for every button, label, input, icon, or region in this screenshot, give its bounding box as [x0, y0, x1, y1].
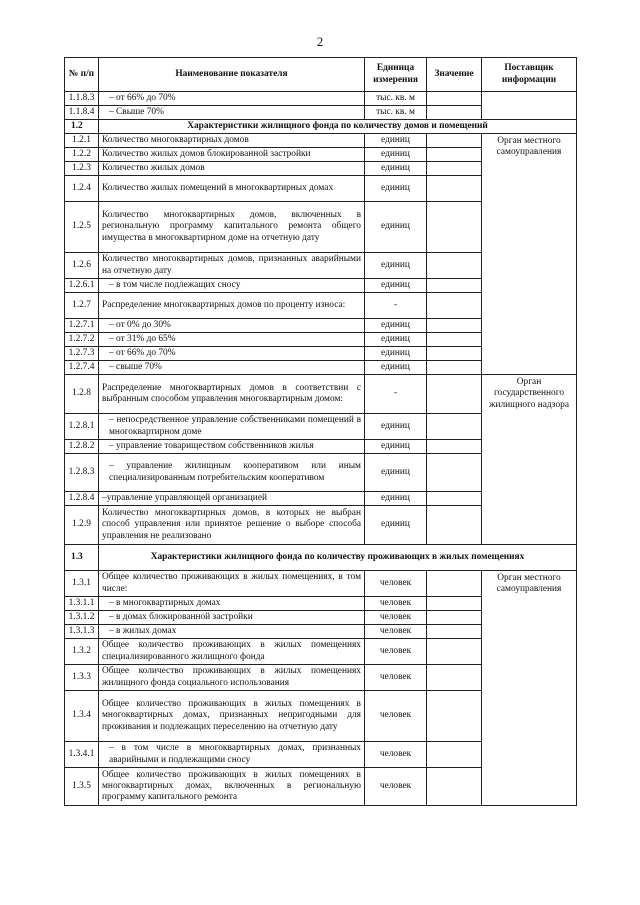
row-unit: человек	[365, 691, 427, 742]
row-value	[427, 506, 482, 545]
row-unit: единиц	[365, 202, 427, 253]
row-unit: единиц	[365, 279, 427, 293]
row-name: – от 31% до 65%	[99, 333, 365, 347]
row-name: –управление управляющей организацией	[99, 492, 365, 506]
header-row	[65, 58, 577, 92]
row-num: 1.3.1.2	[65, 611, 99, 625]
row-num: 1.2.7.1	[65, 319, 99, 333]
page-number: 2	[316, 34, 324, 49]
row-num: 1.3.4	[65, 691, 99, 742]
row-num: 1.1.8.3	[65, 92, 99, 106]
row-value	[427, 92, 482, 106]
row-name: Количество многоквартирных домов, включенных в региональную программу капитального ремонта общего имущества в многоквартирном доме на отчетную дату	[99, 202, 365, 253]
row-value	[427, 492, 482, 506]
row-value	[427, 414, 482, 440]
row-name: – управление жилищным кооперативом или иным специализированным потребительским кооперативом	[99, 454, 365, 492]
section-row	[65, 545, 577, 571]
header-name: Наименование показателя	[99, 58, 365, 92]
section-title: Характеристики жилищного фонда по количеству домов и помещений	[99, 120, 577, 134]
header-unit: Единица измерения	[365, 58, 427, 92]
row-num: 1.2.4	[65, 176, 99, 202]
row-value	[427, 347, 482, 361]
row-num: 1.3.3	[65, 665, 99, 691]
row-num: 1.2.9	[65, 506, 99, 545]
row-num: 1.1.8.4	[65, 106, 99, 120]
row-name: – Свыше 70%	[99, 106, 365, 120]
row-unit: человек	[365, 611, 427, 625]
row-unit: единиц	[365, 148, 427, 162]
row-unit: единиц	[365, 454, 427, 492]
indicator-table-wrapper	[64, 57, 576, 806]
row-num: 1.3.4.1	[65, 742, 99, 768]
row-num: 1.2.8.1	[65, 414, 99, 440]
row-num: 1.2.7	[65, 293, 99, 319]
row-value	[427, 253, 482, 279]
row-num: 1.2.7.3	[65, 347, 99, 361]
row-provider	[482, 92, 577, 120]
row-unit: человек	[365, 639, 427, 665]
row-name: Общее количество проживающих в жилых помещениях, в том числе:	[99, 571, 365, 597]
header-value: Значение	[427, 58, 482, 92]
indicator-table	[64, 57, 577, 806]
row-name: – свыше 70%	[99, 361, 365, 375]
row-value	[427, 293, 482, 319]
row-num: 1.2.8	[65, 375, 99, 414]
row-num: 1.2.6	[65, 253, 99, 279]
row-value	[427, 639, 482, 665]
row-value	[427, 625, 482, 639]
row-name: Количество многоквартирных домов	[99, 134, 365, 148]
row-value	[427, 571, 482, 597]
row-value	[427, 176, 482, 202]
row-num: 1.2.7.4	[65, 361, 99, 375]
row-unit: человек	[365, 571, 427, 597]
row-value	[427, 742, 482, 768]
provider-housing-supervision: Орган государственного жилищного надзора	[482, 375, 577, 545]
row-value	[427, 279, 482, 293]
row-num: 1.2.1	[65, 134, 99, 148]
row-name: Общее количество проживающих в жилых помещениях жилищного фонда социального использования	[99, 665, 365, 691]
row-unit: единиц	[365, 361, 427, 375]
header-provider: Поставщик информации	[482, 58, 577, 92]
row-name: Общее количество проживающих в жилых помещениях в многоквартирных домах, признанных непригодными для проживания и подлежащих переселению на отчетную дату	[99, 691, 365, 742]
row-name: Общее количество проживающих в жилых помещениях в многоквартирных домах, включенных в региональную программу капитального ремонта	[99, 768, 365, 806]
provider-local-government: Орган местного самоуправления	[482, 134, 577, 375]
provider-local-government-2: Орган местного самоуправления	[482, 571, 577, 806]
row-num: 1.2.2	[65, 148, 99, 162]
row-name: – в жилых домах	[99, 625, 365, 639]
row-value	[427, 597, 482, 611]
row-num: 1.2.5	[65, 202, 99, 253]
row-value	[427, 106, 482, 120]
row-name: – управление товариществом собственников жилья	[99, 440, 365, 454]
row-num: 1.2.7.2	[65, 333, 99, 347]
row-name: Количество многоквартирных домов, признанных аварийными на отчетную дату	[99, 253, 365, 279]
row-value	[427, 665, 482, 691]
section-num: 1.3	[65, 545, 99, 571]
row-num: 1.3.5	[65, 768, 99, 806]
row-name: – от 0% до 30%	[99, 319, 365, 333]
row-value	[427, 202, 482, 253]
section-title: Характеристики жилищного фонда по количеству проживающих в жилых помещениях	[99, 545, 577, 571]
row-unit: человек	[365, 742, 427, 768]
row-name: – в многоквартирных домах	[99, 597, 365, 611]
row-value	[427, 148, 482, 162]
row-num: 1.3.1	[65, 571, 99, 597]
row-value	[427, 375, 482, 414]
row-name: – в домах блокированной застройки	[99, 611, 365, 625]
row-unit: единиц	[365, 506, 427, 545]
row-unit: тыс. кв. м	[365, 106, 427, 120]
row-unit: человек	[365, 625, 427, 639]
row-num: 1.2.6.1	[65, 279, 99, 293]
row-value	[427, 691, 482, 742]
row-value	[427, 361, 482, 375]
row-unit: единиц	[365, 440, 427, 454]
row-value	[427, 611, 482, 625]
row-value	[427, 440, 482, 454]
row-name: Количество жилых домов блокированной застройки	[99, 148, 365, 162]
row-name: – непосредственное управление собственниками помещений в многоквартирном доме	[99, 414, 365, 440]
row-unit: человек	[365, 768, 427, 806]
table-row	[65, 375, 577, 414]
row-name: – от 66% до 70%	[99, 347, 365, 361]
row-unit: тыс. кв. м	[365, 92, 427, 106]
row-num: 1.3.1.1	[65, 597, 99, 611]
row-unit: единиц	[365, 347, 427, 361]
row-num: 1.3.1.3	[65, 625, 99, 639]
row-value	[427, 454, 482, 492]
row-unit: единиц	[365, 333, 427, 347]
row-unit: человек	[365, 597, 427, 611]
row-unit: -	[365, 293, 427, 319]
row-unit: -	[365, 375, 427, 414]
row-unit: единиц	[365, 162, 427, 176]
row-name: Количество жилых помещений в многоквартирных домах	[99, 176, 365, 202]
table-row	[65, 92, 577, 106]
row-num: 1.2.8.2	[65, 440, 99, 454]
row-num: 1.3.2	[65, 639, 99, 665]
row-name: Количество многоквартирных домов, в которых не выбран способ управления или принятое решение о выборе способа управления не реализовано	[99, 506, 365, 545]
row-name: Распределение многоквартирных домов в соответствии с выбранным способом управления многоквартирным домом:	[99, 375, 365, 414]
row-name: – в том числе подлежащих сносу	[99, 279, 365, 293]
row-name: Количество жилых домов	[99, 162, 365, 176]
section-num: 1.2	[65, 120, 99, 134]
header-num: № п/п	[65, 58, 99, 92]
row-value	[427, 768, 482, 806]
row-unit: единиц	[365, 253, 427, 279]
table-row	[65, 571, 577, 597]
row-value	[427, 134, 482, 148]
row-name: Общее количество проживающих в жилых помещениях специализированного жилищного фонда	[99, 639, 365, 665]
row-unit: единиц	[365, 492, 427, 506]
row-value	[427, 333, 482, 347]
row-name: Распределение многоквартирных домов по проценту износа:	[99, 293, 365, 319]
section-row	[65, 120, 577, 134]
table-row	[65, 134, 577, 148]
row-unit: единиц	[365, 134, 427, 148]
row-name: – от 66% до 70%	[99, 92, 365, 106]
row-num: 1.2.3	[65, 162, 99, 176]
row-unit: единиц	[365, 414, 427, 440]
row-num: 1.2.8.4	[65, 492, 99, 506]
row-unit: единиц	[365, 319, 427, 333]
row-name: – в том числе в многоквартирных домах, признанных аварийными и подлежащими сносу	[99, 742, 365, 768]
row-value	[427, 319, 482, 333]
row-num: 1.2.8.3	[65, 454, 99, 492]
row-value	[427, 162, 482, 176]
row-unit: единиц	[365, 176, 427, 202]
row-unit: человек	[365, 665, 427, 691]
